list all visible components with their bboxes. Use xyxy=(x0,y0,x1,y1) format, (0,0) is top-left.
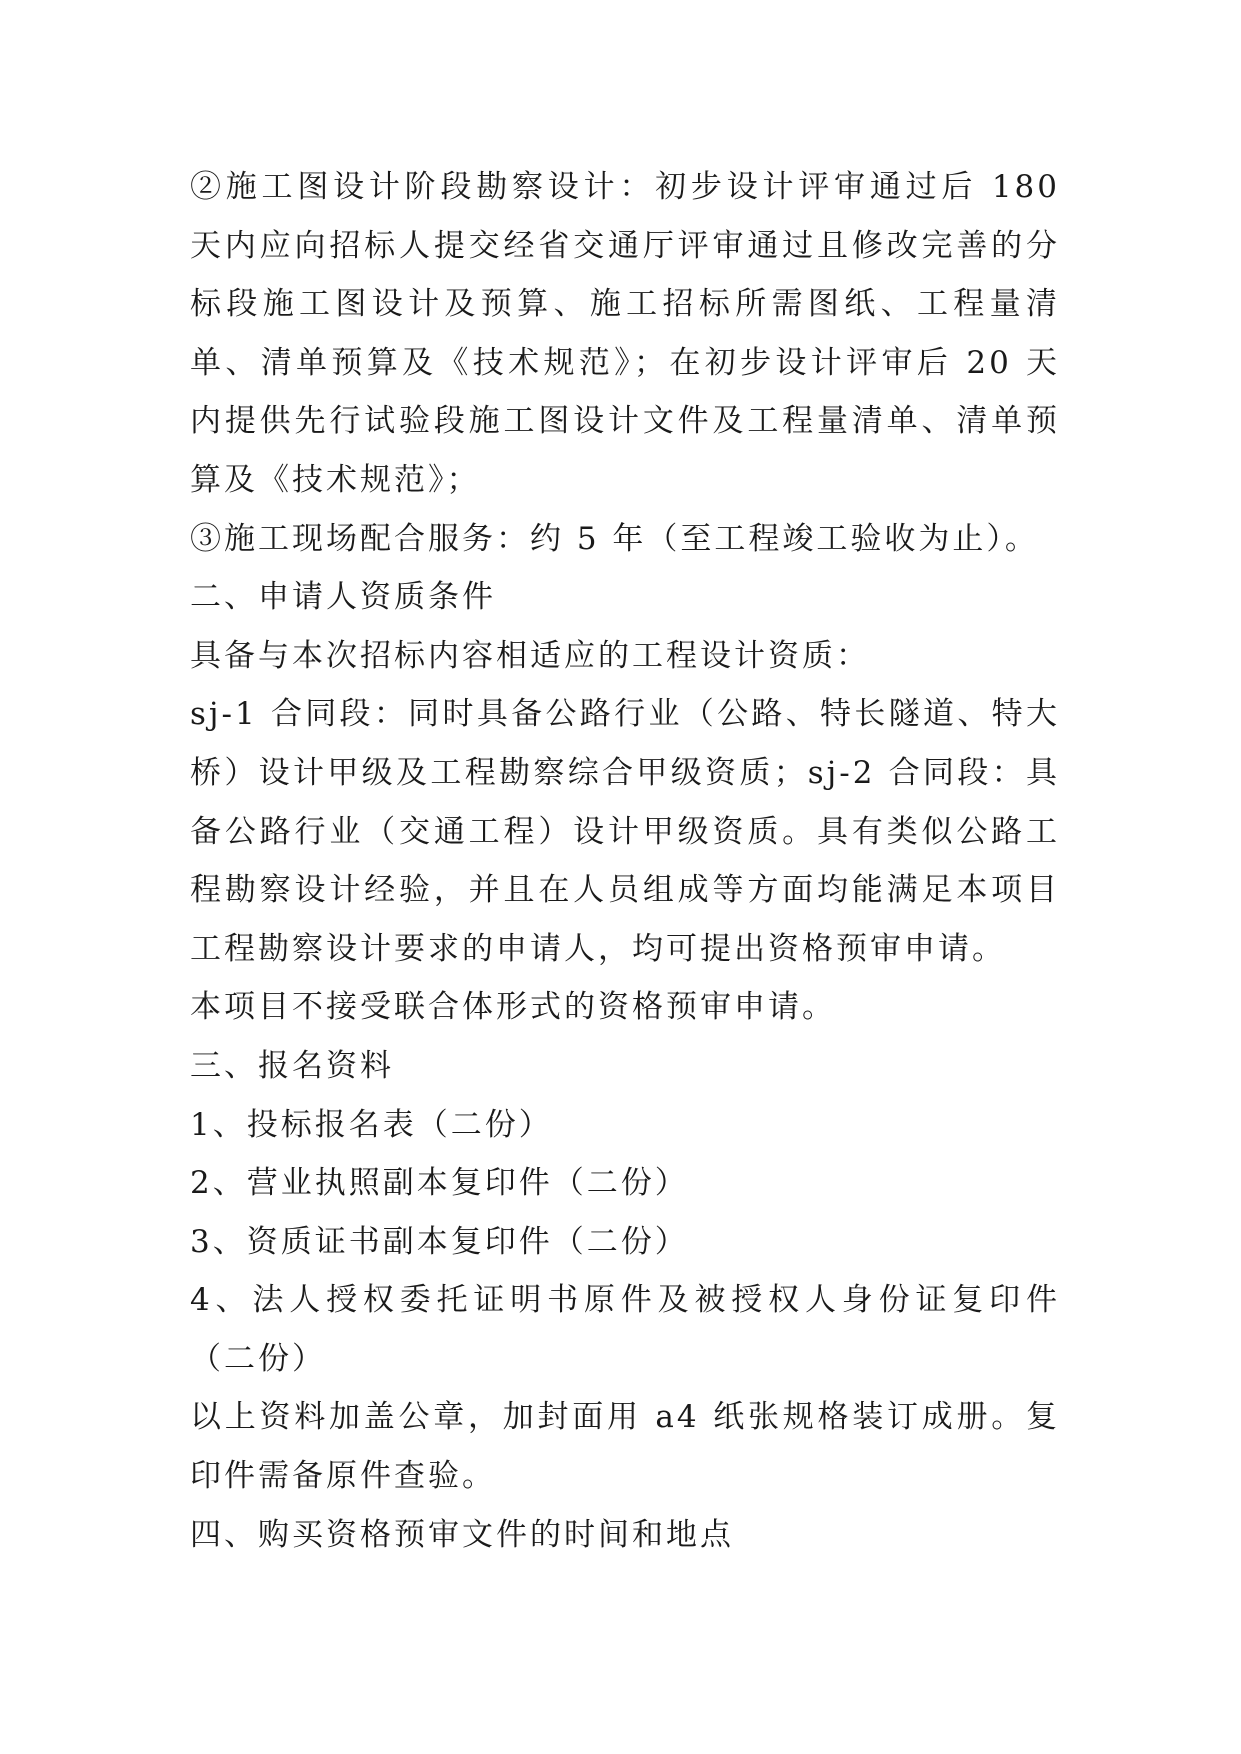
paragraph-qualification-intro: 具备与本次招标内容相适应的工程设计资质： xyxy=(190,637,870,674)
paragraph-contract-sections: sj-1 合同段：同时具备公路行业（公路、特长隧道、特大桥）设计甲级及工程勘察综合甲级资质；sj-2 合同段：具备公路行业（交通工程）设计甲级资质。具有类似公路工程勘察设计经验，并且在人员组成等方面均能满足本项目工程勘察设计要求的申请人，均可提出资格预审申请。 xyxy=(190,696,1060,967)
paragraph-site-service: ③施工现场配合服务：约 5 年（至工程竣工验收为止）。 xyxy=(190,520,1039,557)
paragraph-no-consortium: 本项目不接受联合体形式的资格预审申请。 xyxy=(190,989,836,1026)
paragraph-construction-drawing-design: ②施工图设计阶段勘察设计：初步设计评审通过后 180 天内应向招标人提交经省交通厅评审通过且修改完善的分标段施工图设计及预算、施工招标所需图纸、工程量清单、清单预算及《技术规范》；在初步设计评审后 20 天内提供先行试验段施工图设计文件及工程量清单、清单预算及《技术规范》； xyxy=(190,169,1060,498)
section-heading-registration-materials: 三、报名资料 xyxy=(190,1047,394,1084)
paragraph-binding-requirements: 以上资料加盖公章，加封面用 a4 纸张规格装订成册。复印件需备原件查验。 xyxy=(190,1399,1060,1495)
list-item-registration-form: 1、投标报名表（二份） xyxy=(190,1106,553,1143)
list-item-qualification-certificate: 3、资质证书副本复印件（二份） xyxy=(190,1223,689,1260)
section-heading-qualification: 二、申请人资质条件 xyxy=(190,579,496,616)
document-body xyxy=(190,158,1060,1564)
list-item-authorization-letter: 4、法人授权委托证明书原件及被授权人身份证复印件（二份） xyxy=(190,1282,1060,1377)
section-heading-purchase-time-place: 四、购买资格预审文件的时间和地点 xyxy=(190,1516,734,1553)
list-item-business-license: 2、营业执照副本复印件（二份） xyxy=(190,1165,689,1202)
